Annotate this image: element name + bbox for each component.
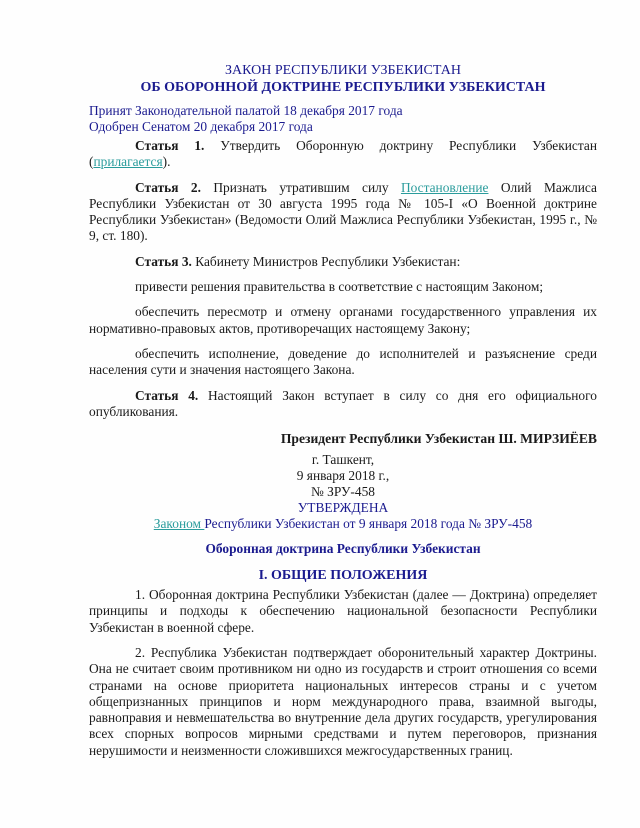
article-3 <box>89 254 597 270</box>
attached-link[interactable]: прилагается <box>93 154 163 170</box>
doctrine-paragraph-2: 2. Республика Узбекистан подтверждает оборонительный характер Доктрины. Она не считает своим противником ни одно из государств и строит отношения со всеми странами на основе приоритета национальных интересов страны и с учетом общепризнанных принципов и норм международного права, взаимной выгоды, равноправия и невмешательства во внутренние дела других государств, урегулирования всех спорных вопросов мирными средствами и путем переговоров, признания нерушимости и неизменности сложившихся межгосударственных границ. <box>89 644 597 758</box>
article-1-text: Утвердить Оборонную доктрину Республики Узбекистан ( <box>89 138 597 170</box>
adopted-line: Принят Законодательной палатой 18 декабря 2017 года <box>89 103 403 118</box>
city: г. Ташкент, <box>311 452 375 468</box>
law-number: № ЗРУ-458 <box>311 484 375 500</box>
approved-line: Одобрен Сенатом 20 декабря 2017 года <box>89 118 313 134</box>
law-link[interactable]: Законом <box>153 516 205 532</box>
article-2-after: Олий Мажлиса Республики Узбекистан от 30 августа 1995 года № 105-I «О Военной доктрине Республики Узбекистан» (Ведомости Олий Мажлиса Республики Узбекистан, 1995 г., № 9, ст. 180). <box>89 179 597 244</box>
article-1 <box>89 138 597 171</box>
date: 9 января 2018 г., <box>296 468 390 484</box>
article-3-label: Статья 3. <box>135 253 192 269</box>
article-4 <box>89 388 597 421</box>
approved-label: УТВЕРЖДЕНА <box>297 500 389 516</box>
approval-text: Республики Узбекистан от 9 января 2018 года № ЗРУ-458 <box>204 516 533 532</box>
article-3-item: привести решения правительства в соответствие с настоящим Законом; <box>135 279 544 295</box>
adoption-info <box>89 103 597 134</box>
article-4-label: Статья 4. <box>135 387 199 403</box>
law-subject: ОБ ОБОРОННОЙ ДОКТРИНЕ РЕСПУБЛИКИ УЗБЕКИСТАН <box>140 80 546 95</box>
document-page <box>89 62 597 759</box>
section-heading: I. ОБЩИЕ ПОЛОЖЕНИЯ <box>258 567 428 583</box>
article-2-label: Статья 2. <box>135 179 201 195</box>
article-4-text: Настоящий Закон вступает в силу со дня его официального опубликования. <box>89 387 597 419</box>
approval-line <box>89 516 597 532</box>
article-2 <box>89 180 597 245</box>
article-1-label: Статья 1. <box>135 138 205 153</box>
place-date <box>89 452 597 532</box>
article-1-after: ). <box>162 154 171 170</box>
president-signature: Президент Республики Узбекистан Ш. МИРЗИЁЕВ <box>280 431 597 447</box>
doctrine-paragraph-1: 1. Оборонная доктрина Республики Узбекистан (далее — Доктрина) определяет принципы и подходы к обеспечению национальной безопасности Республики Узбекистан в военной сфере. <box>89 587 597 635</box>
doctrine-title: Оборонная доктрина Республики Узбекистан <box>205 541 481 557</box>
article-2-text: Признать утратившим силу <box>200 179 401 195</box>
law-title: ЗАКОН РЕСПУБЛИКИ УЗБЕКИСТАН <box>225 63 461 78</box>
article-3-item: обеспечить исполнение, доведение до исполнителей и разъяснение среди населения сути и значения настоящего Закона. <box>89 345 597 378</box>
article-3-text: Кабинету Министров Республики Узбекистан: <box>191 253 461 269</box>
resolution-link[interactable]: Постановление <box>400 179 489 195</box>
article-3-item: обеспечить пересмотр и отмену органами государственного управления их нормативно-правовых актов, противоречащих настоящему Закону; <box>89 304 597 336</box>
